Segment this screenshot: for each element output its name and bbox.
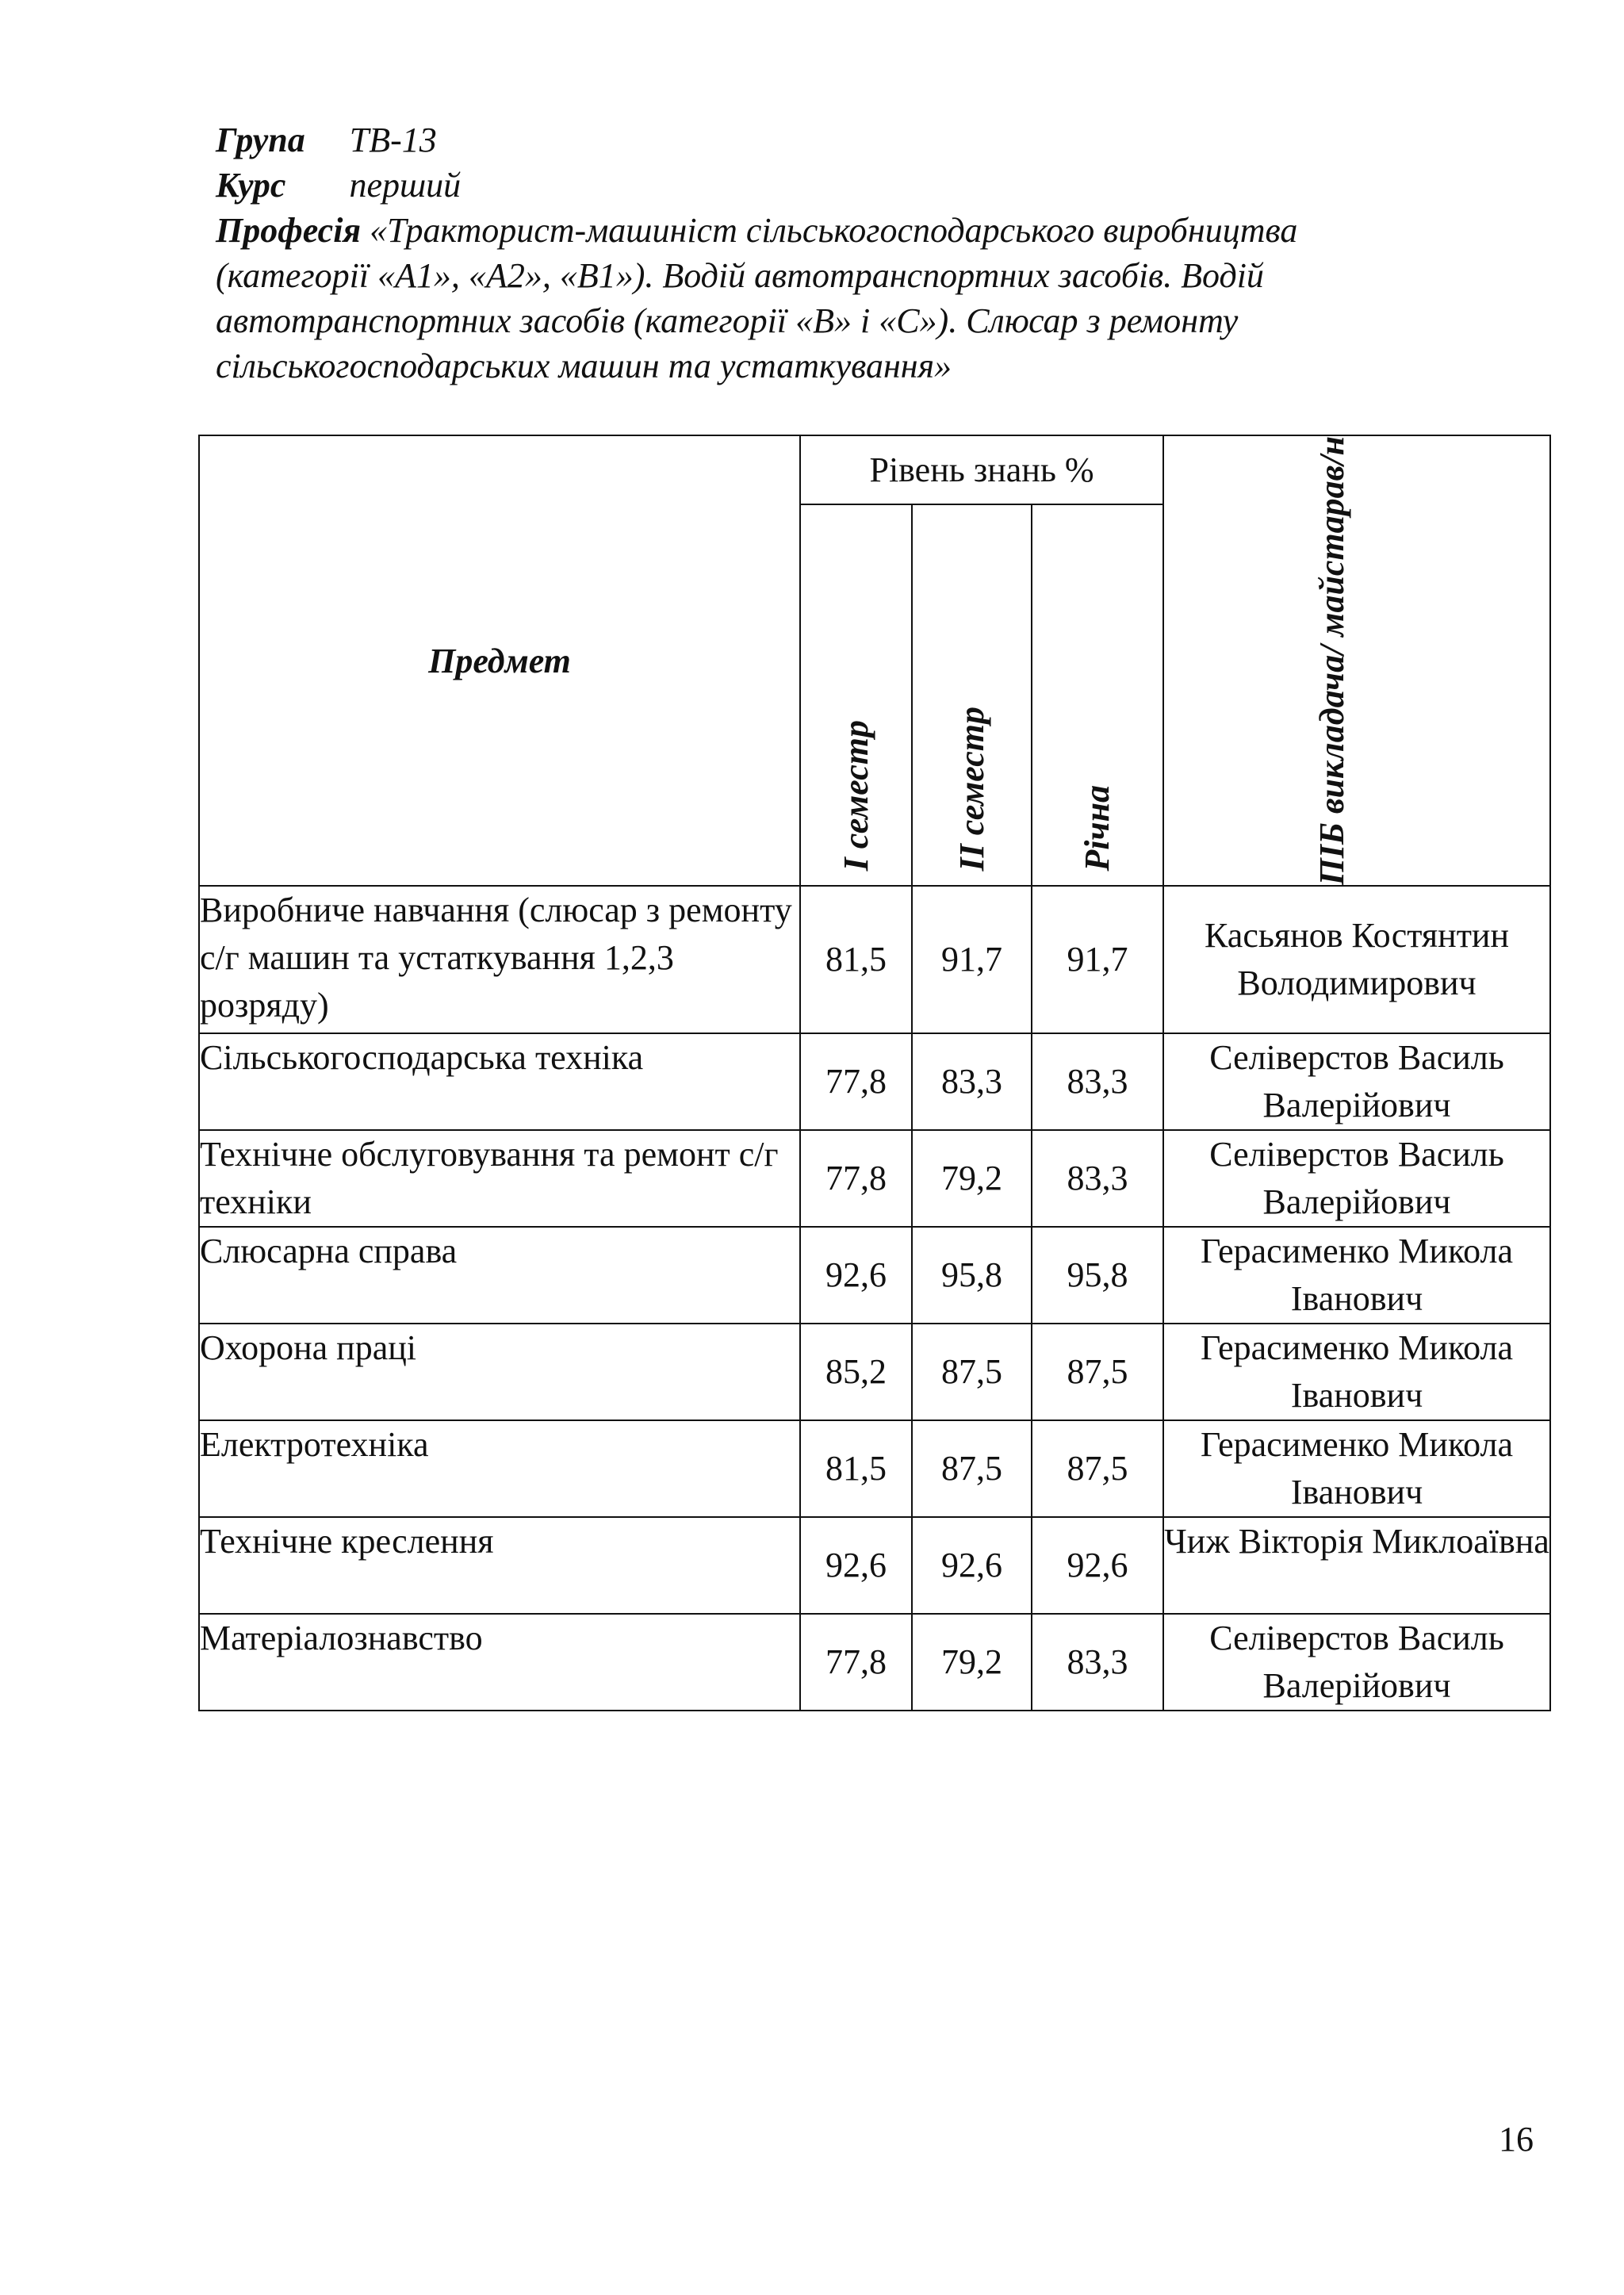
- annual-header-text: Річна: [1078, 784, 1117, 872]
- annual-cell: 83,3: [1032, 1614, 1163, 1711]
- teacher-cell: Селіверстов Василь Валерійович: [1163, 1033, 1550, 1130]
- sem2-cell: 95,8: [912, 1227, 1032, 1324]
- table-row: [199, 1130, 1550, 1227]
- table-row: [199, 1033, 1550, 1130]
- annual-cell: 95,8: [1032, 1227, 1163, 1324]
- sem2-column-header: [912, 504, 1032, 887]
- sem1-header-text: І семестр: [836, 720, 875, 872]
- page-number: 16: [1499, 2120, 1534, 2159]
- sem1-cell: 92,6: [800, 1517, 912, 1614]
- annual-cell: 87,5: [1032, 1420, 1163, 1517]
- subject-cell: Сільськогосподарська техніка: [199, 1033, 800, 1130]
- profession-line-4: сільськогосподарських машин та устаткування»: [216, 347, 952, 385]
- sem1-cell: 77,8: [800, 1614, 912, 1711]
- sem2-cell: 83,3: [912, 1033, 1032, 1130]
- profession-line-2: (категорії «А1», «А2», «В1»). Водій автотранспортних засобів. Водій: [216, 256, 1264, 295]
- teacher-cell: Селіверстов Василь Валерійович: [1163, 1614, 1550, 1711]
- sem2-cell: 87,5: [912, 1324, 1032, 1420]
- course-value: перший: [349, 166, 462, 205]
- sem2-cell: 79,2: [912, 1614, 1032, 1711]
- sem1-cell: 81,5: [800, 1420, 912, 1517]
- sem1-column-header: [800, 504, 912, 887]
- subject-cell: Технічне обслуговування та ремонт с/г техніки: [199, 1130, 800, 1227]
- teacher-cell: Герасименко Микола Іванович: [1163, 1420, 1550, 1517]
- group-value: ТВ-13: [349, 121, 437, 159]
- profession-line-3: автотранспортних засобів (категорії «В» і «С»). Слюсар з ремонту: [216, 301, 1239, 340]
- sem2-cell: 92,6: [912, 1517, 1032, 1614]
- annual-column-header: [1032, 504, 1163, 887]
- course-line: [216, 163, 1453, 208]
- annual-cell: 92,6: [1032, 1517, 1163, 1614]
- table-row: [199, 1227, 1550, 1324]
- subject-cell: Технічне креслення: [199, 1517, 800, 1614]
- teacher-cell: Селіверстов Василь Валерійович: [1163, 1130, 1550, 1227]
- grades-table: [198, 435, 1551, 1711]
- teacher-column-header: [1163, 435, 1550, 886]
- sem2-header-text: ІІ семестр: [952, 706, 991, 872]
- profession-label: Професія: [216, 211, 362, 250]
- table-row: [199, 1517, 1550, 1614]
- annual-cell: 83,3: [1032, 1130, 1163, 1227]
- sem1-cell: 85,2: [800, 1324, 912, 1420]
- subject-cell: Охорона праці: [199, 1324, 800, 1420]
- group-line: [216, 117, 1453, 163]
- sem2-cell: 91,7: [912, 886, 1032, 1033]
- subject-cell: Матеріалознавство: [199, 1614, 800, 1711]
- table-row: [199, 1614, 1550, 1711]
- teacher-cell: Чиж Вікторія Миклоаївна: [1163, 1517, 1550, 1614]
- teacher-cell: Герасименко Микола Іванович: [1163, 1324, 1550, 1420]
- document-header: [216, 117, 1453, 389]
- sem1-cell: 77,8: [800, 1130, 912, 1227]
- table-row: [199, 1324, 1550, 1420]
- teacher-cell: Касьянов Костянтин Володимирович: [1163, 886, 1550, 1033]
- teacher-header-text: ПІБ викладача/ майстарав/н: [1312, 436, 1352, 886]
- subject-cell: Електротехніка: [199, 1420, 800, 1517]
- annual-cell: 91,7: [1032, 886, 1163, 1033]
- annual-cell: 83,3: [1032, 1033, 1163, 1130]
- sem1-cell: 81,5: [800, 886, 912, 1033]
- subject-cell: Виробниче навчання (слюсар з ремонту с/г машин та устаткування 1,2,3 розряду): [199, 886, 800, 1033]
- table-row: [199, 886, 1550, 1033]
- sem1-cell: 77,8: [800, 1033, 912, 1130]
- annual-cell: 87,5: [1032, 1324, 1163, 1420]
- profession-text-1: «Тракторист-машиніст сільськогосподарського виробництва: [370, 211, 1298, 250]
- knowledge-level-header: Рівень знань %: [800, 435, 1163, 504]
- sem2-cell: 87,5: [912, 1420, 1032, 1517]
- table-row: [199, 1420, 1550, 1517]
- subject-cell: Слюсарна справа: [199, 1227, 800, 1324]
- sem2-cell: 79,2: [912, 1130, 1032, 1227]
- course-label: Курс: [216, 166, 286, 205]
- subject-column-header: Предмет: [199, 435, 800, 886]
- sem1-cell: 92,6: [800, 1227, 912, 1324]
- group-label: Група: [216, 121, 305, 159]
- teacher-cell: Герасименко Микола Іванович: [1163, 1227, 1550, 1324]
- profession-line-1: [216, 208, 1453, 253]
